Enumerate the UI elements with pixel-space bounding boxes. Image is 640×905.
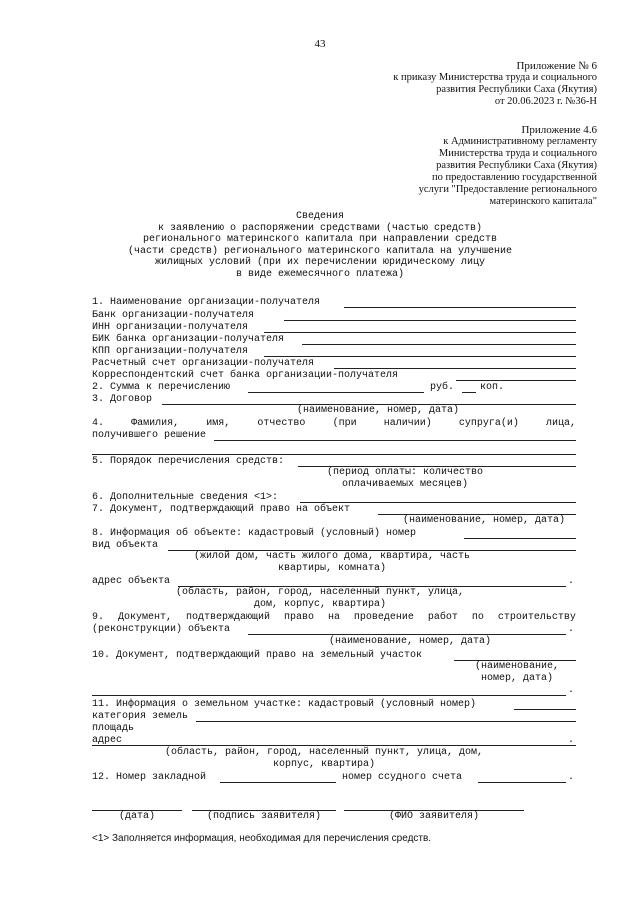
appendix-4-6-block	[419, 124, 597, 208]
object-info-label: 8. Информация об объекте: кадастровый (условный) номер	[92, 528, 417, 539]
land-cadastral-field[interactable]	[514, 709, 576, 710]
build-doc-word: строительству	[497, 612, 576, 623]
build-doc-row	[92, 612, 576, 624]
order-label: 5. Порядок перечисления средств:	[92, 456, 285, 467]
appendix-4-6-line: материнского капитала"	[489, 196, 597, 207]
bank-label: Банк организации-получателя	[92, 310, 255, 321]
build-doc-word: работ	[427, 612, 458, 623]
contract-label: 3. Договор	[92, 394, 153, 405]
account-label: Расчетный счет организации-получателя	[92, 358, 315, 369]
object-type-label: вид объекта	[92, 540, 159, 551]
org-name-label: 1. Наименование организации-получателя	[92, 297, 321, 308]
corr-account-row	[92, 370, 576, 382]
doc-right-label: 7. Документ, подтверждающий право на объект	[92, 504, 351, 515]
period-mark: .	[567, 685, 574, 696]
footnote: <1> Заполняется информация, необходимая для перечисления средств.	[92, 833, 432, 844]
form-heading-line: к заявлению о распоряжении средствами (частью средств)	[157, 222, 483, 234]
form-heading	[60, 211, 580, 280]
extra-field[interactable]	[300, 502, 576, 503]
appendix-4-6-title: Приложение 4.6	[521, 124, 597, 136]
bank-row	[92, 310, 576, 322]
page-number: 43	[314, 38, 326, 50]
build-doc-word: по	[471, 612, 484, 623]
appendix-4-6-line: по предоставлению государственной	[431, 172, 597, 183]
appendix-6-line: развития Республики Саха (Якутия)	[436, 84, 597, 95]
doc-right-caption: (наименование, номер, дата)	[402, 515, 566, 526]
sum-kop-field[interactable]	[462, 392, 476, 393]
mortgage-field[interactable]	[220, 782, 336, 783]
build-doc-label-2: (реконструкции) объекта	[92, 624, 231, 635]
corr-account-field[interactable]	[456, 380, 576, 381]
inn-row	[92, 322, 576, 334]
loan-label: номер ссудного счета	[342, 772, 463, 783]
object-address-label: адрес объекта	[92, 576, 171, 587]
loan-field[interactable]	[478, 782, 566, 783]
period-mark: .	[567, 772, 574, 783]
land-info-label: 11. Информация о земельном участке: кадастровый (условный номер)	[92, 699, 477, 710]
period-mark: .	[567, 624, 574, 635]
sum-rub-field[interactable]	[248, 392, 424, 393]
rub-label: руб.	[430, 382, 455, 393]
date-caption: (дата)	[118, 811, 155, 822]
fio-row-2	[92, 430, 576, 442]
period-mark: .	[567, 735, 574, 746]
sum-label: 2. Сумма к перечислению	[92, 382, 231, 393]
fio-word: 4.	[92, 418, 105, 429]
build-doc-word: право	[283, 612, 314, 623]
land-address-caption: (область, район, город, населенный пункт, улица, дом, корпус, квартира)	[164, 747, 484, 770]
kpp-label: КПП организации-получателя	[92, 346, 249, 357]
kpp-row	[92, 346, 576, 358]
form-heading-line: в виде ежемесячного платежа)	[235, 268, 405, 280]
order-caption: (период оплаты: количество оплачиваемых месяцев)	[326, 467, 484, 490]
bik-field[interactable]	[302, 344, 576, 345]
fio-word: супруга(и)	[458, 418, 519, 429]
account-row	[92, 358, 576, 370]
appendix-4-6-line: Министерства труда и социального	[438, 148, 597, 159]
form-heading-line: жилищных условий (при их перечислении юридическому лицу	[154, 257, 486, 268]
land-area-row	[92, 723, 576, 735]
build-doc-word: проведение	[353, 612, 414, 623]
land-address-label: адрес	[92, 735, 123, 746]
form-title: Сведения	[295, 211, 344, 222]
appendix-6-title: Приложение № 6	[516, 60, 597, 72]
land-category-label: категория земель	[92, 711, 189, 722]
fio-word: имя,	[206, 418, 231, 429]
object-type-caption: (жилой дом, часть жилого дома, квартира, часть квартиры, комната)	[193, 551, 471, 574]
corr-account-label: Корреспондентский счет банка организации-получателя	[92, 370, 399, 381]
fio-word: Фамилия,	[131, 418, 180, 429]
appendix-4-6-line: услуги "Предоставление регионального	[418, 184, 597, 195]
mortgage-row	[92, 772, 576, 784]
build-doc-caption: (наименование, номер, дата)	[328, 636, 492, 647]
extra-row	[92, 492, 576, 504]
sum-row	[92, 382, 576, 394]
period-mark: .	[567, 576, 574, 587]
build-doc-word: 9.	[92, 612, 105, 623]
appendix-6-line: от 20.06.2023 г. №36-Н	[494, 96, 597, 107]
org-name-row	[92, 297, 576, 309]
fio-row-3	[92, 444, 576, 456]
land-doc-caption: (наименование, номер, дата)	[474, 661, 559, 684]
land-address-field[interactable]	[132, 745, 566, 746]
contract-caption: (наименование, номер, дата)	[296, 405, 460, 416]
bank-field[interactable]	[284, 320, 576, 321]
cadastral-number-field[interactable]	[464, 538, 576, 539]
account-field[interactable]	[334, 368, 576, 369]
bik-label: БИК банка организации-получателя	[92, 334, 285, 345]
object-info-row	[92, 528, 576, 540]
inn-label: ИНН организации-получателя	[92, 322, 249, 333]
land-info-row	[92, 699, 576, 711]
bik-row	[92, 334, 576, 346]
form-heading-line: регионального материнского капитала при направлении средств	[142, 234, 498, 245]
fio-label-2: получившего решение	[92, 430, 207, 441]
land-area-label: площадь	[92, 723, 135, 734]
fio-word: лица,	[545, 418, 576, 429]
build-doc-word: на	[327, 612, 340, 623]
fio-caption: (ФИО заявителя)	[388, 811, 479, 822]
appendix-4-6-line: к Административному регламенту	[443, 136, 597, 147]
extra-label: 6. Дополнительные сведения <1>:	[92, 492, 279, 503]
form-heading-line: (части средств) регионального материнского капитала на улучшение	[127, 245, 513, 257]
build-doc-word: подтверждающий	[185, 612, 270, 623]
appendix-6-line: к приказу Министерства труда и социального	[393, 72, 597, 83]
land-category-field[interactable]	[196, 721, 576, 722]
signature-caption: (подпись заявителя)	[206, 811, 322, 822]
fio-word: отчество	[257, 418, 306, 429]
land-doc-label: 10. Документ, подтверждающий право на земельный участок	[92, 650, 423, 661]
kop-label: коп.	[480, 382, 505, 393]
build-doc-word: Документ,	[117, 612, 172, 623]
fio-word: (при	[332, 418, 357, 429]
fio-field-2[interactable]	[92, 454, 576, 455]
object-address-caption: (область, район, город, населенный пункт, улица, дом, корпус, квартира)	[175, 587, 465, 610]
kpp-field[interactable]	[264, 356, 576, 357]
build-doc-row-2	[92, 624, 576, 636]
appendix-4-6-line: развития Республики Саха (Якутия)	[436, 160, 597, 171]
inn-field[interactable]	[264, 332, 576, 333]
land-address-row	[92, 735, 576, 747]
mortgage-label: 12. Номер закладной	[92, 772, 207, 783]
appendix-6-block	[393, 60, 597, 108]
land-doc-field-2[interactable]	[92, 695, 566, 696]
land-doc-row-2	[92, 685, 576, 697]
build-doc-field[interactable]	[248, 634, 566, 635]
fio-field[interactable]	[214, 440, 576, 441]
org-name-field[interactable]	[344, 307, 576, 308]
land-category-row	[92, 711, 576, 723]
fio-row	[92, 418, 576, 430]
fio-word: наличии)	[383, 418, 432, 429]
